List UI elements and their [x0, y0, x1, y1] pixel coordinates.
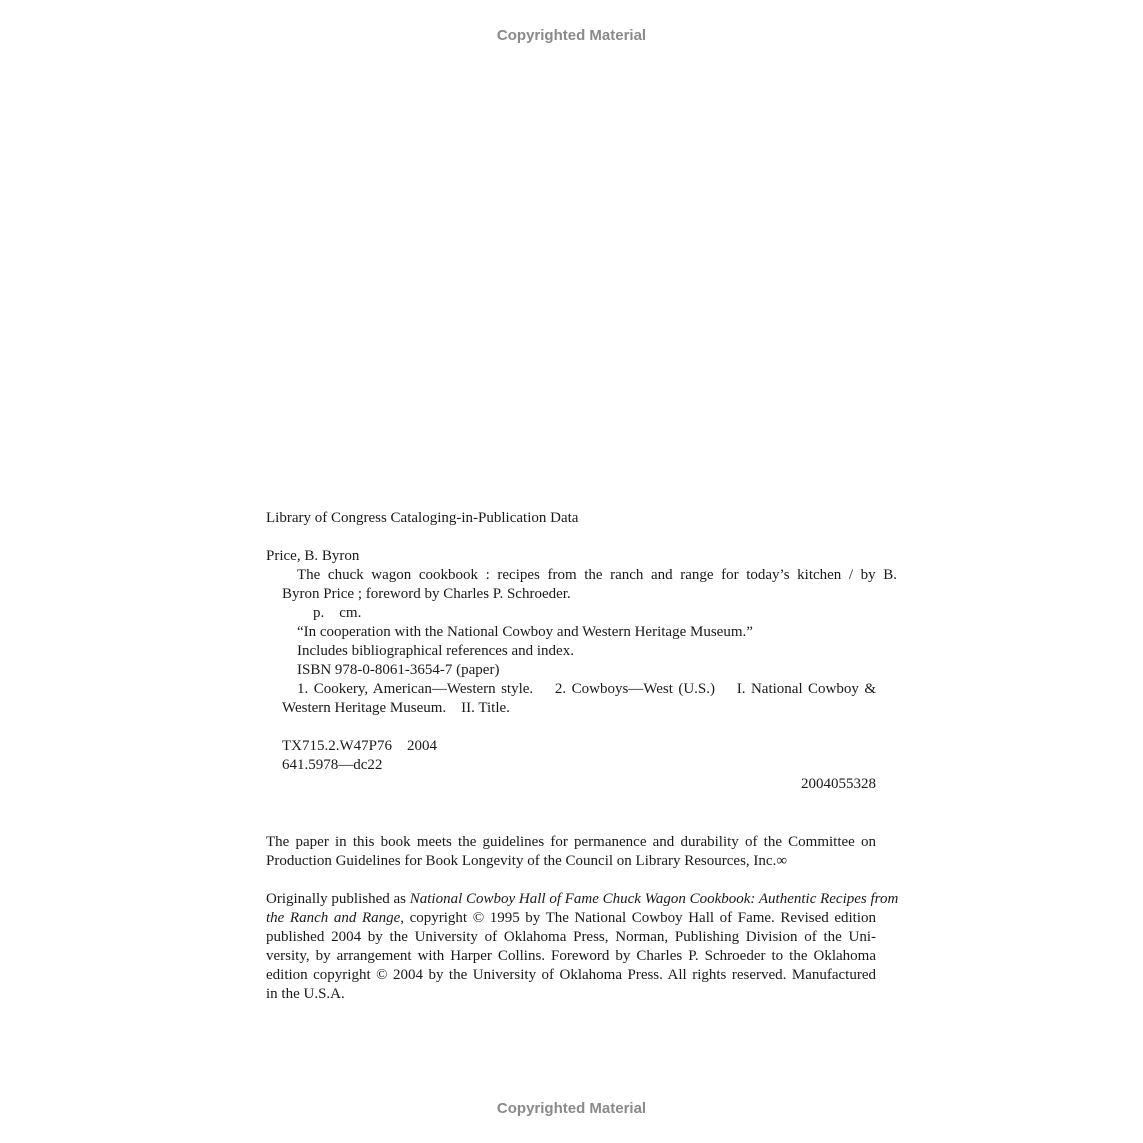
- cip-lccn: 2004055328: [801, 776, 876, 792]
- publication-history-line-3: published 2004 by the University of Oklahoma Press, Norman, Publishing Division of the Uni-: [266, 929, 876, 945]
- original-title-part-2: the Ranch and Range: [266, 910, 401, 926]
- publication-history-line-2: [266, 909, 876, 928]
- cip-subjects-line-1: 1. Cookery, American—Western style. 2. Cowboys—West (U.S.) I. National Cowboy &: [297, 681, 876, 697]
- cip-title-line-1: The chuck wagon cookbook : recipes from the ranch and range for today’s kitchen / by B.: [297, 567, 897, 583]
- publication-history-line-1: [266, 890, 899, 909]
- paper-statement-line-2: Production Guidelines for Book Longevity of the Council on Library Resources, Inc.∞: [266, 853, 788, 869]
- cip-note-cooperation: “In cooperation with the National Cowboy and Western Heritage Museum.”: [297, 624, 753, 640]
- publication-history-copyright-1995: , copyright © 1995 by The National Cowboy Hall of Fame. Revised edition: [400, 910, 876, 926]
- cip-title-line-2: Byron Price ; foreword by Charles P. Schroeder.: [282, 586, 571, 602]
- publication-history-line-6: in the U.S.A.: [266, 986, 345, 1002]
- publication-history-line-4: versity, by arrangement with Harper Collins. Foreword by Charles P. Schroeder to the Oklahoma: [266, 948, 876, 964]
- copyright-watermark-top: Copyrighted Material: [496, 27, 647, 44]
- cip-author: Price, B. Byron: [266, 548, 360, 564]
- paper-statement-line-1: The paper in this book meets the guidelines for permanence and durability of the Committee on: [266, 834, 876, 850]
- publication-history-line-5: edition copyright © 2004 by the University of Oklahoma Press. All rights reserved. Manufactured: [266, 967, 876, 983]
- publication-history-prefix: Originally published as: [266, 891, 410, 907]
- cip-subjects-line-2: Western Heritage Museum. II. Title.: [282, 700, 510, 716]
- cip-header: Library of Congress Cataloging-in-Publication Data: [266, 510, 579, 526]
- original-title-part-1: National Cowboy Hall of Fame Chuck Wagon Cookbook: Authentic Recipes from: [409, 891, 899, 907]
- cip-dewey-classification: 641.5978—dc22: [282, 757, 383, 773]
- copyright-watermark-bottom: Copyrighted Material: [496, 1100, 647, 1117]
- copyright-page-body: [266, 0, 899, 1143]
- cip-lc-classification: TX715.2.W47P76 2004: [282, 738, 437, 754]
- cip-note-bibliography: Includes bibliographical references and index.: [297, 643, 574, 659]
- cip-isbn: ISBN 978-0-8061-3654-7 (paper): [297, 662, 500, 678]
- cip-pages: p. cm.: [313, 605, 362, 621]
